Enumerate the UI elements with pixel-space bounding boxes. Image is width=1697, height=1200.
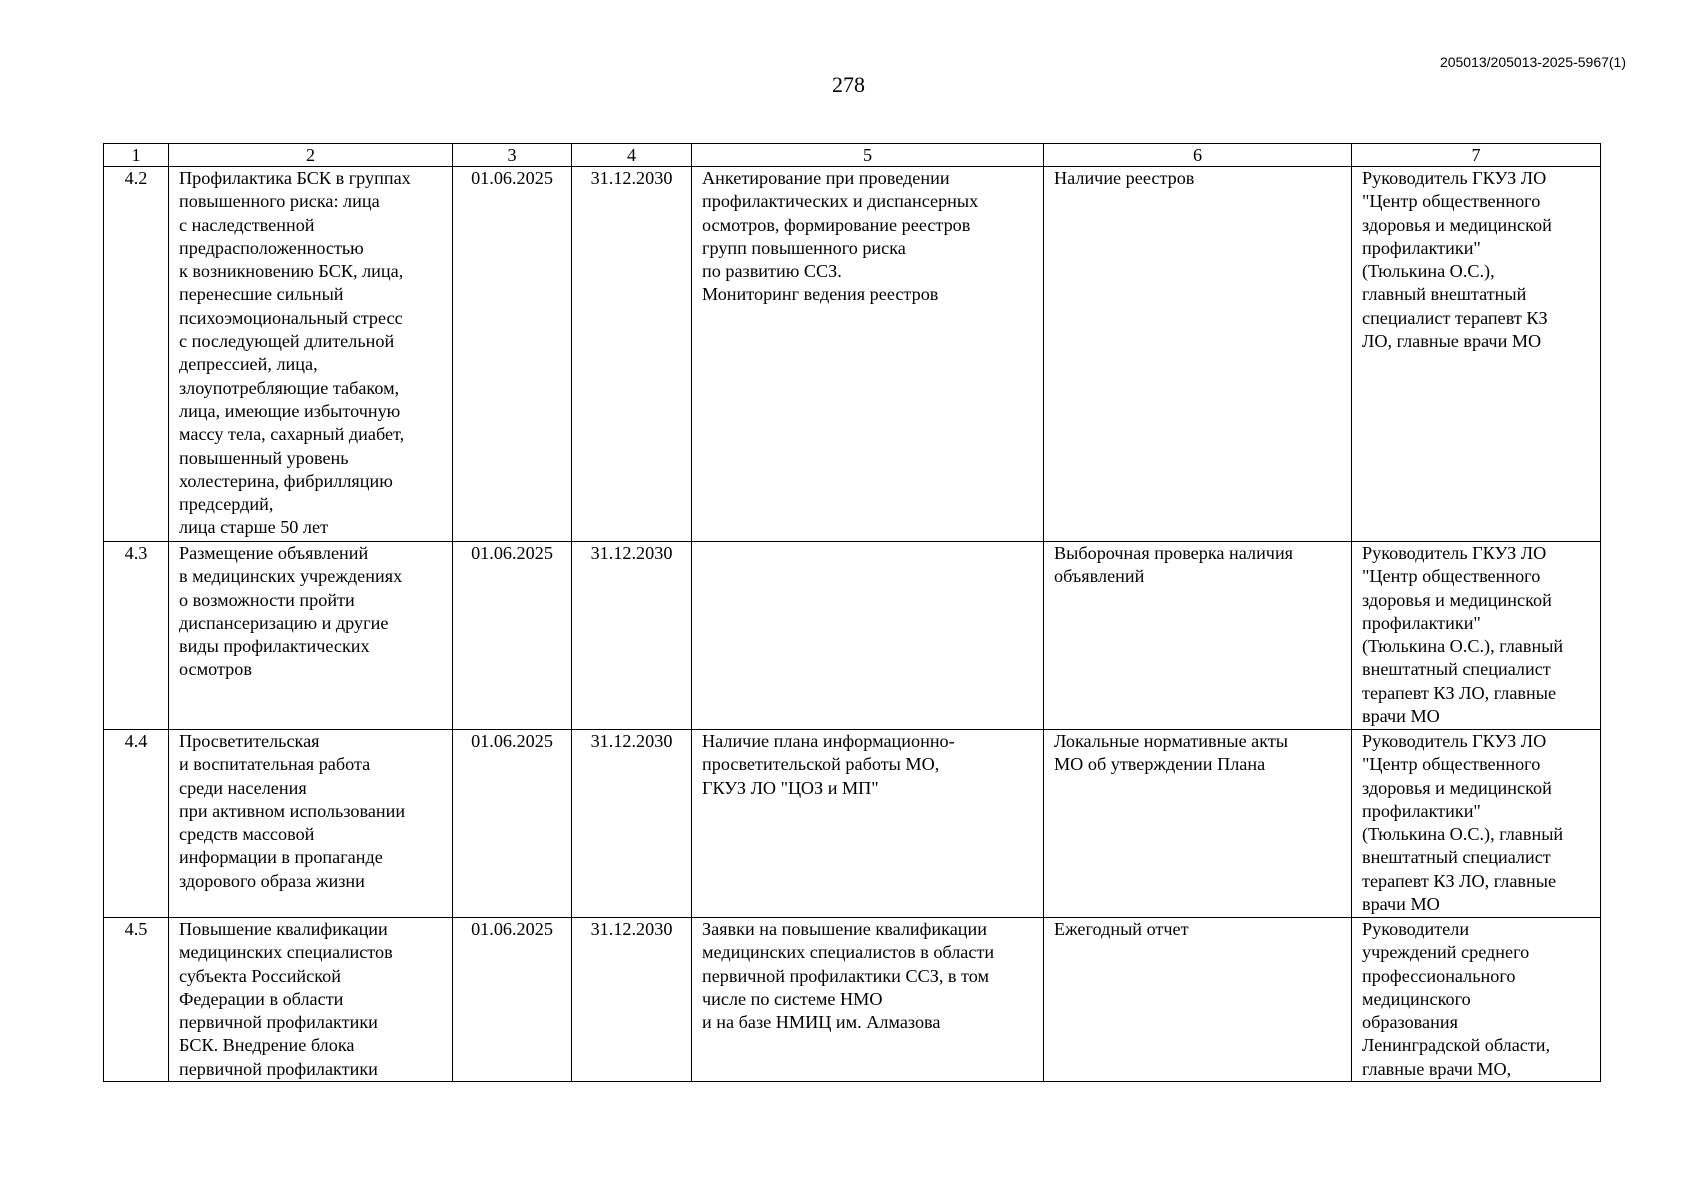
control-cell: Выборочная проверка наличия объявлений [1044, 542, 1352, 730]
result-cell: Наличие плана информационно- просветительской работы МО, ГКУЗ ЛО "ЦОЗ и МП" [692, 730, 1044, 918]
control-cell: Наличие реестров [1044, 167, 1352, 542]
responsible-cell: Руководитель ГКУЗ ЛО "Центр общественного здоровья и медицинской профилактики" (Тюлькина О.С.), главный внештатный специалист терапевт КЗ ЛО, главные врачи МО [1352, 730, 1601, 918]
column-header: 3 [453, 144, 572, 167]
responsible-cell: Руководитель ГКУЗ ЛО "Центр общественного здоровья и медицинской профилактики" (Тюлькина О.С.), главный внештатный специалист терапевт КЗ ЛО, главные врачи МО [1352, 167, 1601, 542]
row-number: 4.3 [104, 542, 169, 730]
responsible-cell: Руководитель ГКУЗ ЛО "Центр общественного здоровья и медицинской профилактики" (Тюлькина О.С.), главный внештатный специалист терапевт КЗ ЛО, главные врачи МО [1352, 542, 1601, 730]
plan-table [103, 143, 1601, 1082]
event-cell: Повышение квалификации медицинских специалистов субъекта Российской Федерации в области первичной профилактики БСК. Внедрение блока первичной профилактики [169, 918, 453, 1082]
column-header: 7 [1352, 144, 1601, 167]
end-date-cell: 31.12.2030 [572, 730, 692, 918]
start-date-cell: 01.06.2025 [453, 167, 572, 542]
row-number: 4.4 [104, 730, 169, 918]
column-header: 4 [572, 144, 692, 167]
page-number: 278 [832, 72, 865, 97]
table-row [104, 167, 1601, 542]
table-row [104, 730, 1601, 918]
event-cell: Просветительская и воспитательная работа среди населения при активном использовании средств массовой информации в пропаганде здорового образа жизни [169, 730, 453, 918]
end-date-cell: 31.12.2030 [572, 542, 692, 730]
column-header: 2 [169, 144, 453, 167]
responsible-cell: Руководители учреждений среднего профессионального медицинского образования Ленинградской области, главные врачи МО, [1352, 918, 1601, 1082]
control-cell: Локальные нормативные акты МО об утверждении Плана [1044, 730, 1352, 918]
row-number: 4.5 [104, 918, 169, 1082]
row-number: 4.2 [104, 167, 169, 542]
end-date-cell: 31.12.2030 [572, 167, 692, 542]
result-cell [692, 542, 1044, 730]
start-date-cell: 01.06.2025 [453, 730, 572, 918]
end-date-cell: 31.12.2030 [572, 918, 692, 1082]
control-cell: Ежегодный отчет [1044, 918, 1352, 1082]
table-header-row [104, 144, 1601, 167]
start-date-cell: 01.06.2025 [453, 918, 572, 1082]
table-row [104, 542, 1601, 730]
document-id: 205013/205013-2025-5967(1) [1439, 54, 1626, 70]
result-cell: Заявки на повышение квалификации медицинских специалистов в области первичной профилактики ССЗ, в том числе по системе НМО и на базе НМИЦ им. Алмазова [692, 918, 1044, 1082]
start-date-cell: 01.06.2025 [453, 542, 572, 730]
column-header: 6 [1044, 144, 1352, 167]
column-header: 1 [104, 144, 169, 167]
event-cell: Профилактика БСК в группах повышенного риска: лица с наследственной предрасположенностью к возникновению БСК, лица, перенесшие сильный психоэмоциональный стресс с последующей длительной депрессией, лица, злоупотребляющие табаком, лица, имеющие избыточную массу тела, сахарный диабет, повышенный уровень холестерина, фибрилляцию предсердий, лица старше 50 лет [169, 167, 453, 542]
result-cell: Анкетирование при проведении профилактических и диспансерных осмотров, формирование реестров групп повышенного риска по развитию ССЗ. Мониторинг ведения реестров [692, 167, 1044, 542]
column-header: 5 [692, 144, 1044, 167]
table-row [104, 918, 1601, 1082]
event-cell: Размещение объявлений в медицинских учреждениях о возможности пройти диспансеризацию и другие виды профилактических осмотров [169, 542, 453, 730]
